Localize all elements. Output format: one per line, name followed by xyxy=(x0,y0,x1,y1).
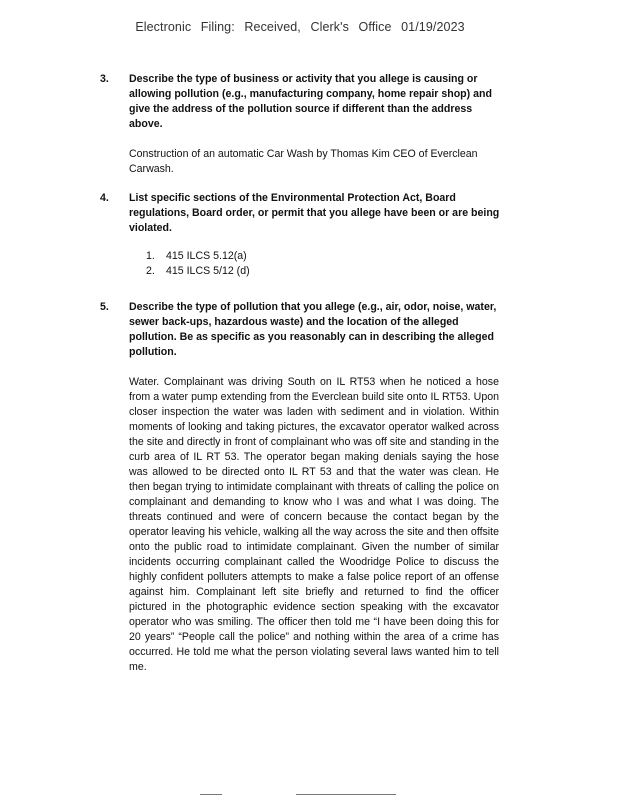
scan-mark xyxy=(200,794,222,795)
list-item xyxy=(146,264,250,279)
question-text: Describe the type of business or activity that you allege is causing or allowing pollution (e.g., manufacturing company, home repair shop) and give the address of the pollution source if different than the address above. xyxy=(129,73,492,130)
question-text: Describe the type of pollution that you allege (e.g., air, odor, noise, water, sewer back-ups, hazardous waste) and the location of the alleged pollution. Be as specific as you reasonably can in describing the alleged pollution. xyxy=(129,301,497,358)
list-text: 415 ILCS 5/12 (d) xyxy=(166,265,250,277)
question-number: 3. xyxy=(100,73,109,85)
question-number: 4. xyxy=(100,192,109,204)
list-item xyxy=(146,249,247,264)
question-text: List specific sections of the Environmental Protection Act, Board regulations, Board order, or permit that you allege have been or are being violated. xyxy=(129,192,500,234)
answer-3: Construction of an automatic Car Wash by Thomas Kim CEO of Everclean Carwash. xyxy=(129,148,478,175)
filing-header: Electronic Filing: Received, Clerk's Office 01/19/2023 xyxy=(135,20,465,34)
list-number: 1. xyxy=(146,250,155,262)
question-number: 5. xyxy=(100,301,109,313)
scan-mark xyxy=(296,794,396,795)
answer-5: Water. Complainant was driving South on IL RT53 when he noticed a hose from a water pump extending from the Everclean build site onto IL RT53. Upon closer inspection the water was laden with sediment and in violation. Within moments of looking and taking pictures, the excavator operator walked across the site and directly in front of complainant who was off site and standing in the curb area of IL RT 53. The operator began making denials saying the hose was allowed to be directed onto IL RT 53 and that the water was clean. He then began trying to intimidate complainant with threats of calling the police on complainant and demanding to know who I was and what I was doing. The threats continued and were of concern because the contact began by the operator leaving his vehicle, walking all the way across the site and then offsite onto the public road to intimidate complainant. Given the number of similar incidents occurring complainant called the Woodridge Police to discuss the highly confident polluters attempts to make a false police report of an offense against him. Complainant left site briefly and returned to find the officer pictured in the photographic evidence section speaking with the excavator operator who was smiling. The officer then told me “I have been doing this for 20 years” “People call the police” and nothing within the area of a crime has occurred. He told me what the person violating several laws wanted him to tell me. xyxy=(129,376,499,673)
list-number: 2. xyxy=(146,265,155,277)
list-text: 415 ILCS 5.12(a) xyxy=(166,250,247,262)
